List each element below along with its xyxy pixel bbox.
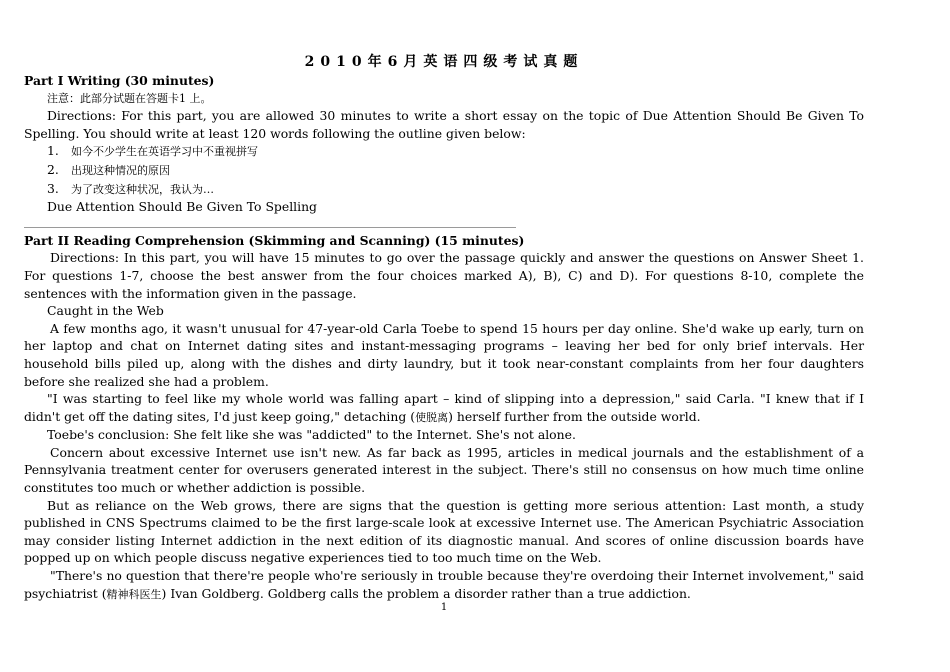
outline-item: [24, 180, 864, 199]
passage-paragraph: [24, 390, 864, 426]
passage-paragraph: Toebe's conclusion: She felt like she was "addicted" to the Internet. She's not alone.: [47, 427, 576, 443]
page-title: 2010年6月英语四级考试真题: [304, 54, 584, 70]
part1-heading: Part I Writing (30 minutes): [24, 73, 215, 88]
passage-paragraph: A few months ago, it wasn't unusual for 47-year-old Carla Toebe to spend 15 hours per day online. She'd wake up early, turn on her laptop and chat on Internet dating sites and instant-messaging programs – leaving her bed for only brief intervals. Her household bills piled up, along with the dishes and dirty laundry, but it took near-constant complaints from her four daughters before she realized she had a problem.: [24, 320, 864, 389]
passage-paragraph: Concern about excessive Internet use isn't new. As far back as 1995, articles in medical journals and the establishment of a Pennsylvania treatment center for overusers generated interest in the subject. There's still no consensus on how much time online constitutes too much or whether addiction is possible.: [24, 444, 864, 496]
paragraph-text: ) Ivan Goldberg. Goldberg calls the problem a disorder rather than a true addiction.: [161, 585, 691, 601]
outline-item-number: 3.: [47, 180, 59, 196]
outline-item-text: 如今不少学生在英语学习中不重视拼写: [71, 145, 258, 159]
paragraph-text: ) herself further from the outside world.: [448, 408, 701, 424]
page-number: 1: [440, 602, 448, 613]
outline-item: [24, 142, 864, 161]
part1-directions: Directions: For this part, you are allowed 30 minutes to write a short essay on the topic of Due Attention Should Be Given To Spelling. You should write at least 120 words following the outline given below:: [24, 108, 864, 141]
passage-title: Caught in the Web: [47, 303, 164, 319]
outline-item-text: 为了改变这种状况，我认为…: [71, 182, 214, 196]
part1-note: 注意：此部分试题在答题卡1 上。: [47, 91, 212, 105]
outline-item-text: 出现这种情况的原因: [71, 163, 170, 177]
part2-heading: Part II Reading Comprehension (Skimming and Scanning) (15 minutes): [24, 232, 525, 248]
passage-paragraph: [24, 567, 864, 603]
outline-item: [24, 161, 864, 180]
outline-item-number: 1.: [47, 143, 59, 159]
divider-line: [24, 227, 516, 228]
passage-paragraph: But as reliance on the Web grows, there are signs that the question is getting more serious attention: Last month, a study published in CNS Spectrums claimed to be the first large-scale look at excessive Internet use. The American Psychiatric Association may consider listing Internet addiction in the next edition of its diagnostic manual. And scores of online discussion boards have popped up on which people discuss negative experiences tied to too much time on the Web.: [24, 497, 864, 566]
essay-title: Due Attention Should Be Given To Spelling: [47, 199, 317, 215]
paragraph-text: "There's no question that there're people who're seriously in trouble because they're overdoing their Internet involvement," said psychiatrist (: [24, 568, 864, 601]
part2-directions: Directions: In this part, you will have 15 minutes to go over the passage quickly and answer the questions on Answer Sheet 1. For questions 1-7, choose the best answer from the four choices marked A), B), C) and D). For questions 8-10, complete the sentences with the information given in the passage.: [24, 250, 864, 301]
chinese-gloss: 使脱离: [415, 410, 449, 424]
chinese-gloss: 精神科医生: [106, 587, 162, 601]
document-page: [24, 52, 864, 603]
outline-item-number: 2.: [47, 161, 59, 177]
paragraph-text: "I was starting to feel like my whole world was falling apart – kind of slipping into a depression," said Carla. "I knew that if I didn't get off the dating sites, I'd just keep going," detaching (: [24, 391, 864, 424]
